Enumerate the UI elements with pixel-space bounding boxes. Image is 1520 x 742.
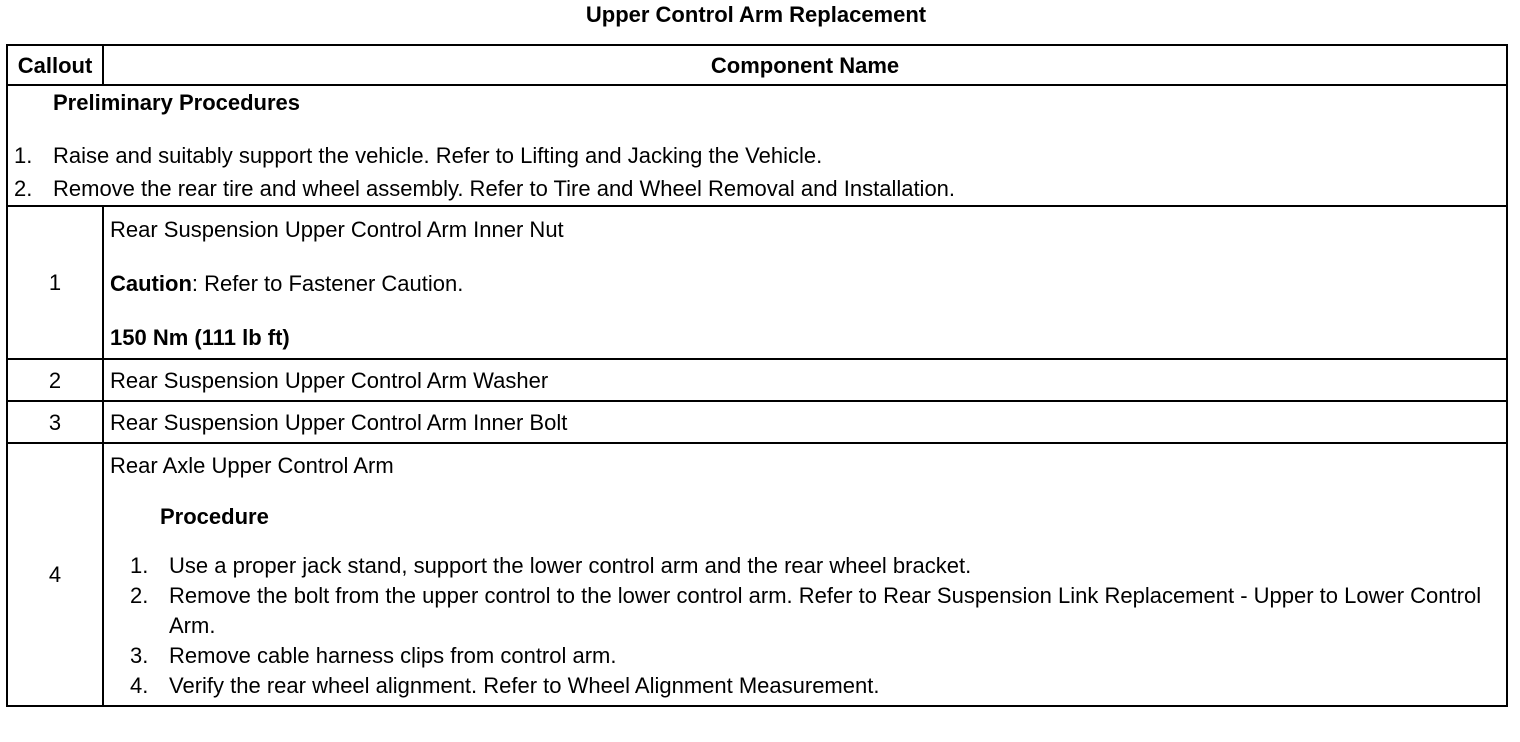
callout-cell: 2 bbox=[7, 359, 103, 401]
page-title: Upper Control Arm Replacement bbox=[585, 2, 927, 27]
component-cell bbox=[103, 443, 1507, 706]
step-number: 1. bbox=[14, 143, 33, 168]
component-name: Rear Axle Upper Control Arm bbox=[110, 453, 394, 478]
step-text: Use a proper jack stand, support the lower control arm and the rear wheel bracket. bbox=[169, 553, 972, 578]
procedure-block bbox=[110, 482, 1500, 701]
torque-spec: 150 Nm (111 lb ft) bbox=[110, 325, 290, 350]
caution-text: : Refer to Fastener Caution. bbox=[191, 271, 464, 296]
callout-cell: 1 bbox=[7, 206, 103, 359]
list-item bbox=[14, 172, 1500, 205]
callout-header: Callout bbox=[7, 45, 103, 85]
procedure-steps-list bbox=[130, 551, 1500, 701]
step-text: Remove cable harness clips from control arm. bbox=[169, 643, 617, 668]
callout-cell: 3 bbox=[7, 401, 103, 443]
list-item bbox=[130, 551, 1500, 581]
list-item bbox=[130, 671, 1500, 701]
component-name-header: Component Name bbox=[103, 45, 1507, 85]
table-row bbox=[7, 359, 1507, 401]
step-text: Remove the rear tire and wheel assembly. Refer to Tire and Wheel Removal and Installation. bbox=[53, 176, 956, 201]
component-name: Rear Suspension Upper Control Arm Inner Nut bbox=[110, 217, 564, 242]
procedure-heading: Procedure bbox=[160, 504, 269, 529]
caution-note bbox=[110, 267, 1500, 300]
step-text: Verify the rear wheel alignment. Refer to Wheel Alignment Measurement. bbox=[169, 673, 880, 698]
list-item bbox=[130, 581, 1500, 641]
preliminary-heading: Preliminary Procedures bbox=[53, 90, 301, 115]
step-number: 2. bbox=[130, 583, 149, 608]
header-row bbox=[7, 45, 1507, 85]
list-item bbox=[14, 139, 1500, 172]
component-name: Rear Suspension Upper Control Arm Inner Bolt bbox=[103, 401, 1507, 443]
preliminary-row bbox=[7, 85, 1507, 206]
table-row bbox=[7, 401, 1507, 443]
table-row bbox=[7, 206, 1507, 359]
callout-cell: 4 bbox=[7, 443, 103, 706]
step-text: Raise and suitably support the vehicle. Refer to Lifting and Jacking the Vehicle. bbox=[53, 143, 823, 168]
caution-label: Caution bbox=[110, 271, 192, 296]
preliminary-steps-list bbox=[14, 139, 1500, 205]
procedure-table bbox=[6, 44, 1508, 707]
step-number: 4. bbox=[130, 673, 149, 698]
table-row bbox=[7, 443, 1507, 706]
step-number: 1. bbox=[130, 553, 149, 578]
list-item bbox=[130, 641, 1500, 671]
preliminary-procedures-cell bbox=[7, 85, 1507, 206]
component-name: Rear Suspension Upper Control Arm Washer bbox=[103, 359, 1507, 401]
step-number: 2. bbox=[14, 176, 33, 201]
step-text: Remove the bolt from the upper control to the lower control arm. Refer to Rear Suspension Link Replacement - Upper to Lower Control Arm. bbox=[169, 583, 1482, 638]
component-cell bbox=[103, 206, 1507, 359]
step-number: 3. bbox=[130, 643, 149, 668]
